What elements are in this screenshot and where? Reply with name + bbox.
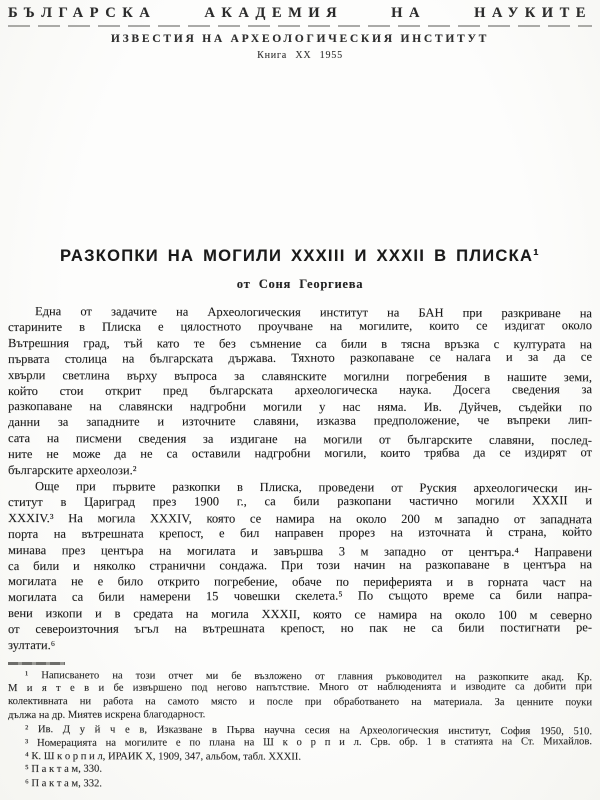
body-line: са били и няколко странични сондажа. При този начин на разкопаване в центъра на (7, 556, 593, 573)
masthead-rule (8, 25, 592, 27)
body-line: от североизточния ъгъл на вътрешната крепост, но пак не са били постигнати ре- (7, 620, 593, 637)
body-line: сата на писмени сведения за издигане на могили от българските славяни, послед- (7, 431, 593, 448)
body-line: данни за западните и източните славяни, изказва предположение, че въпреки лип- (7, 412, 593, 430)
body-line: старините в Плиска е цялостното проучване на могилите, които се издигат около (7, 318, 593, 334)
body-line: могилата не е било открито погребение, обаче по периферията и в горната част на (7, 574, 593, 590)
footnote-line: ² Ив. Д у й ч е в, Изказване в Първа научна сесия на Археологическия институт, София 1950, 510. (24, 724, 593, 738)
footnote-line: ⁵ П а к т а м, 330. (24, 763, 102, 776)
body-line: първата столица на българската държава. Тяхното разкопаване се налага и за да се (7, 349, 593, 366)
body-line: Още при първите разкопки в Плиска, проведени от Руския археологически ин- (34, 479, 593, 496)
body-line: вени изкопи и в средата на могила XXXII, която се намира на около 100 м северно (7, 606, 593, 623)
body-line: ните не може да не са оставили надгробни могили, които трябва да се издирят от (7, 445, 593, 462)
body-line: могилата са били намерени 15 човешки скелета.⁵ По същото време са били напра- (7, 587, 593, 605)
footnotes (8, 669, 592, 791)
article-body (8, 304, 592, 654)
footnote-separator (8, 662, 65, 665)
footnote-line: дължа на др. Миятев искрена благодарност. (7, 708, 206, 721)
paragraph (8, 304, 592, 479)
article-title: РАЗКОПКИ НА МОГИЛИ XXXIII И XXXII В ПЛИСКА¹ (60, 247, 540, 265)
article (8, 247, 592, 790)
footnote-line: ⁴ К. Ш к о р п и л, ИРАИК X, 1909, 347, альбом, табл. XXXII. (24, 751, 302, 763)
paragraph (8, 479, 592, 654)
volume-year: Книга XX 1955 (257, 50, 343, 61)
body-line: зултати.⁶ (7, 638, 56, 653)
footnote-line: М и я т е в и бе извършено под негово напътствие. Много от наблюденията и изводите са добити при (7, 681, 593, 694)
body-line: Вътрешния град, тъй като те без съмнение са били в тясна връзка с културата на (7, 335, 593, 352)
body-line: ститут в Цариград през 1900 г., са били разкопани частично могили XXXII и (7, 493, 593, 509)
body-line: хвърли светлина върху въпроса за славянските могилни погребения в нашите земи, (7, 367, 593, 384)
body-line: порта на вътрешната крепост, е бил направен прорез на източната ѝ страна, който (7, 524, 593, 541)
academy-title: БЪЛГАРСКА АКАДЕМИЯ НА НАУКИТЕ (8, 5, 592, 21)
article-byline: от Соня Георгиева (236, 277, 364, 291)
footnote-line: колективната ни работа на самото място и после при обработването на материала. За ценните поуки (7, 696, 593, 709)
body-line: който стои открит пред българската археологическа наука. Досега сведения за (7, 381, 593, 398)
body-line: разкопаване на славянски надгробни могили у нас няма. Ив. Дуйчев, съдейки по (7, 399, 593, 415)
body-line: Една от задачите на Археологическия институт на БАН при разкриване на (34, 304, 593, 321)
footnote-line: ¹ Написването на този отчет ми бе възложено от главния ръководител на разкопките акад. Кр. (24, 669, 593, 683)
body-line: българските археолози.² (7, 463, 137, 478)
footnote-line: ⁶ П а к т а м, 332. (24, 777, 102, 790)
body-line: XXXIV.³ На могила XXXIV, която се намира на около 200 м западно от западната (7, 510, 593, 527)
footnote-line: ³ Номерацията на могилите е по плана на Ш к о р п и л. Срв. обр. 1 в статията на Ст. Михайлов. (24, 735, 593, 749)
journal-title: ИЗВЕСТИЯ НА АРХЕОЛОГИЧЕСКИЯ ИНСТИТУТ (110, 33, 490, 45)
masthead (8, 5, 592, 61)
body-line: минава през центъра на могилата и завършва 3 м западно от центъра.⁴ Направени (7, 542, 593, 559)
